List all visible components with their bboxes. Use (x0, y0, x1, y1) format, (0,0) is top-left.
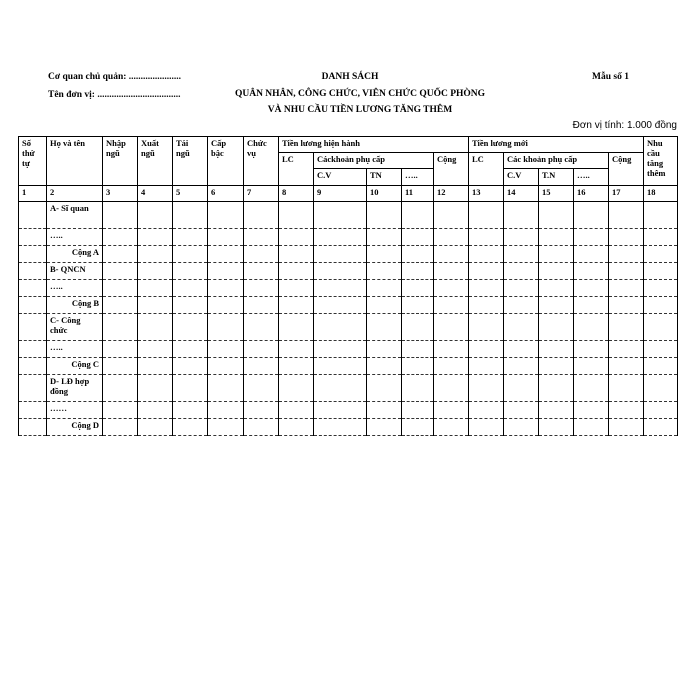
column-number: 8 (279, 186, 314, 202)
table-cell (609, 375, 644, 402)
table-cell (644, 341, 678, 358)
table-cell (574, 341, 609, 358)
table-cell (539, 280, 574, 297)
table-cell (279, 419, 314, 436)
table-cell (279, 402, 314, 419)
table-cell (173, 402, 208, 419)
table-cell (103, 358, 138, 375)
col-cap-bac-header: Cấp bậc (208, 137, 244, 186)
table-cell (609, 314, 644, 341)
current-total-header: Cộng (434, 153, 469, 186)
current-tn-header: TN (367, 169, 402, 186)
column-number: 6 (208, 186, 244, 202)
table-cell (208, 280, 244, 297)
table-cell (434, 419, 469, 436)
row-label: ….. (47, 341, 103, 358)
table-row (19, 297, 678, 314)
table-cell (279, 297, 314, 314)
table-cell (644, 402, 678, 419)
table-row (19, 375, 678, 402)
form-number: Mẫu số 1 (592, 72, 629, 82)
table-cell (244, 419, 279, 436)
row-label: Cộng C (47, 358, 103, 375)
table-cell (644, 358, 678, 375)
table-row (19, 202, 678, 229)
table-cell (19, 202, 47, 229)
column-number: 2 (47, 186, 103, 202)
table-cell (173, 229, 208, 246)
table-cell (644, 229, 678, 246)
table-cell (279, 358, 314, 375)
table-cell (574, 314, 609, 341)
table-cell (504, 297, 539, 314)
column-number-row (19, 186, 678, 202)
table-cell (138, 297, 173, 314)
table-cell (138, 229, 173, 246)
table-cell (469, 263, 504, 280)
column-number: 1 (19, 186, 47, 202)
table-cell (402, 229, 434, 246)
table-cell (469, 314, 504, 341)
table-cell (244, 246, 279, 263)
table-cell (469, 375, 504, 402)
new-allowances-header: Các khoản phụ cấp (504, 153, 609, 169)
table-cell (314, 280, 367, 297)
table-cell (367, 297, 402, 314)
new-tn-header: T.N (539, 169, 574, 186)
table-cell (367, 341, 402, 358)
table-cell (367, 229, 402, 246)
table-cell (539, 341, 574, 358)
table-cell (314, 341, 367, 358)
table-row (19, 246, 678, 263)
table-cell (574, 297, 609, 314)
table-cell (367, 375, 402, 402)
table-cell (504, 375, 539, 402)
row-label: Cộng B (47, 297, 103, 314)
table-cell (609, 246, 644, 263)
document-subtitle-1: QUÂN NHÂN, CÔNG CHỨC, VIÊN CHỨC QUỐC PHÒNG (234, 89, 486, 99)
table-cell (402, 419, 434, 436)
table-cell (208, 419, 244, 436)
table-cell (367, 358, 402, 375)
table-cell (609, 358, 644, 375)
table-cell (173, 202, 208, 229)
table-cell (103, 263, 138, 280)
current-other-header: ….. (402, 169, 434, 186)
table-cell (539, 246, 574, 263)
table-cell (19, 297, 47, 314)
table-row (19, 314, 678, 341)
table-cell (367, 202, 402, 229)
table-cell (434, 263, 469, 280)
table-cell (367, 280, 402, 297)
column-number: 11 (402, 186, 434, 202)
table-cell (539, 297, 574, 314)
table-cell (138, 402, 173, 419)
col-name-header: Họ và tên (47, 137, 103, 186)
agency-label: Cơ quan chủ quản: ...................... (48, 72, 182, 82)
table-cell (539, 358, 574, 375)
table-row (19, 358, 678, 375)
table-cell (434, 341, 469, 358)
column-number: 13 (469, 186, 504, 202)
table-cell (539, 402, 574, 419)
table-cell (434, 375, 469, 402)
table-cell (138, 358, 173, 375)
row-label: Cộng A (47, 246, 103, 263)
table-cell (244, 263, 279, 280)
table-cell (539, 419, 574, 436)
table-cell (314, 314, 367, 341)
table-cell (644, 419, 678, 436)
table-cell (314, 402, 367, 419)
table-cell (574, 229, 609, 246)
table-cell (402, 358, 434, 375)
table-cell (103, 419, 138, 436)
table-cell (314, 202, 367, 229)
table-cell (279, 202, 314, 229)
column-number: 7 (244, 186, 279, 202)
table-cell (244, 202, 279, 229)
table-cell (244, 314, 279, 341)
document-title: DANH SÁCH (321, 72, 379, 82)
table-cell (644, 297, 678, 314)
table-cell (103, 341, 138, 358)
column-number: 14 (504, 186, 539, 202)
table-cell (244, 280, 279, 297)
table-cell (279, 246, 314, 263)
table-cell (367, 263, 402, 280)
column-number: 5 (173, 186, 208, 202)
column-number: 4 (138, 186, 173, 202)
table-cell (539, 375, 574, 402)
table-cell (504, 202, 539, 229)
row-label: ….. (47, 280, 103, 297)
table-cell (173, 263, 208, 280)
table-cell (138, 263, 173, 280)
column-number: 9 (314, 186, 367, 202)
table-cell (469, 419, 504, 436)
table-cell (314, 297, 367, 314)
table-row (19, 341, 678, 358)
table-cell (504, 402, 539, 419)
table-cell (609, 229, 644, 246)
table-cell (19, 229, 47, 246)
table-cell (609, 280, 644, 297)
table-cell (208, 263, 244, 280)
table-cell (574, 402, 609, 419)
table-cell (208, 246, 244, 263)
table-cell (402, 375, 434, 402)
table-row (19, 280, 678, 297)
table-cell (402, 402, 434, 419)
table-cell (504, 280, 539, 297)
table-cell (173, 246, 208, 263)
demand-header: Nhu cầu tăng thêm (644, 137, 678, 186)
table-cell (173, 314, 208, 341)
currency-unit: Đơn vị tính: 1.000 đồng (572, 120, 677, 131)
table-cell (103, 402, 138, 419)
table-cell (402, 246, 434, 263)
table-cell (609, 341, 644, 358)
table-cell (314, 419, 367, 436)
column-number: 12 (434, 186, 469, 202)
table-cell (402, 341, 434, 358)
table-cell (173, 419, 208, 436)
table-cell (469, 341, 504, 358)
table-cell (173, 375, 208, 402)
table-cell (402, 280, 434, 297)
row-label: ….. (47, 229, 103, 246)
table-cell (138, 419, 173, 436)
table-cell (279, 263, 314, 280)
table-cell (208, 375, 244, 402)
current-cv-header: C.V (314, 169, 367, 186)
table-cell (19, 375, 47, 402)
table-cell (609, 297, 644, 314)
table-cell (208, 358, 244, 375)
table-cell (367, 419, 402, 436)
table-cell (574, 375, 609, 402)
table-cell (279, 229, 314, 246)
table-cell (138, 375, 173, 402)
table-cell (208, 229, 244, 246)
table-cell (469, 229, 504, 246)
new-other-header: ….. (574, 169, 609, 186)
header-row-1 (19, 137, 678, 153)
table-cell (504, 419, 539, 436)
table-cell (434, 358, 469, 375)
table-row (19, 263, 678, 280)
column-number: 10 (367, 186, 402, 202)
table-cell (539, 314, 574, 341)
table-cell (208, 297, 244, 314)
table-cell (138, 314, 173, 341)
table-cell (279, 375, 314, 402)
table-cell (244, 229, 279, 246)
table-cell (644, 263, 678, 280)
table-cell (644, 280, 678, 297)
column-number: 17 (609, 186, 644, 202)
table-cell (574, 358, 609, 375)
table-cell (402, 314, 434, 341)
table-cell (539, 202, 574, 229)
table-cell (469, 358, 504, 375)
table-cell (279, 341, 314, 358)
table-cell (574, 202, 609, 229)
document-subtitle-2: VÀ NHU CẦU TIỀN LƯƠNG TĂNG THÊM (267, 105, 453, 115)
new-lc-header: LC (469, 153, 504, 186)
table-cell (244, 341, 279, 358)
table-cell (103, 246, 138, 263)
table-cell (138, 202, 173, 229)
table-cell (208, 314, 244, 341)
table-cell (504, 358, 539, 375)
row-label: C- Công chức (47, 314, 103, 341)
table-cell (103, 297, 138, 314)
table-cell (434, 229, 469, 246)
table-cell (314, 263, 367, 280)
table-cell (644, 246, 678, 263)
current-allowances-header: Cáckhoản phụ cấp (314, 153, 434, 169)
table-cell (367, 246, 402, 263)
table-cell (173, 297, 208, 314)
table-cell (19, 314, 47, 341)
table-cell (173, 280, 208, 297)
column-number: 15 (539, 186, 574, 202)
table-cell (609, 402, 644, 419)
table-cell (314, 246, 367, 263)
table-cell (244, 375, 279, 402)
table-body (19, 202, 678, 436)
table-cell (469, 246, 504, 263)
column-number: 18 (644, 186, 678, 202)
table-cell (539, 229, 574, 246)
table-cell (208, 341, 244, 358)
table-cell (609, 263, 644, 280)
column-number: 16 (574, 186, 609, 202)
row-label: Cộng D (47, 419, 103, 436)
current-lc-header: LC (279, 153, 314, 186)
table-cell (19, 280, 47, 297)
table-cell (19, 246, 47, 263)
table-cell (103, 229, 138, 246)
row-label: …… (47, 402, 103, 419)
table-cell (138, 341, 173, 358)
table-cell (138, 246, 173, 263)
table-cell (644, 375, 678, 402)
table-cell (314, 375, 367, 402)
col-xuat-ngu-header: Xuất ngũ (138, 137, 173, 186)
table-cell (208, 202, 244, 229)
table-cell (504, 263, 539, 280)
table-cell (434, 402, 469, 419)
table-cell (469, 280, 504, 297)
table-cell (208, 402, 244, 419)
new-cv-header: C.V (504, 169, 539, 186)
table-cell (574, 246, 609, 263)
table-cell (434, 246, 469, 263)
table-cell (434, 280, 469, 297)
table-cell (279, 280, 314, 297)
salary-table (18, 136, 678, 436)
table-cell (402, 202, 434, 229)
unit-label: Tên đơn vị: ................................... (48, 90, 181, 100)
table-cell (469, 402, 504, 419)
table-cell (469, 202, 504, 229)
table-cell (244, 402, 279, 419)
table-cell (173, 358, 208, 375)
table-cell (574, 419, 609, 436)
table-cell (138, 280, 173, 297)
row-label: D- LĐ hợp đồng (47, 375, 103, 402)
table-cell (539, 263, 574, 280)
col-nhap-ngu-header: Nhập ngũ (103, 137, 138, 186)
new-total-header: Cộng (609, 153, 644, 186)
table-row (19, 402, 678, 419)
current-salary-header: Tiền lương hiện hành (279, 137, 469, 153)
col-chuc-vu-header: Chức vụ (244, 137, 279, 186)
table-cell (19, 263, 47, 280)
table-cell (644, 202, 678, 229)
table-cell (574, 280, 609, 297)
table-cell (434, 297, 469, 314)
table-cell (504, 341, 539, 358)
row-label: A- Sĩ quan (47, 202, 103, 229)
table-cell (103, 202, 138, 229)
table-cell (103, 375, 138, 402)
table-cell (402, 297, 434, 314)
table-cell (504, 314, 539, 341)
row-label: B- QNCN (47, 263, 103, 280)
table-row (19, 229, 678, 246)
table-cell (173, 341, 208, 358)
table-cell (103, 314, 138, 341)
col-stt-header: Số thứ tự (19, 137, 47, 186)
table-cell (244, 358, 279, 375)
table-cell (434, 314, 469, 341)
table-cell (19, 341, 47, 358)
table-cell (367, 402, 402, 419)
col-tai-ngu-header: Tái ngũ (173, 137, 208, 186)
table-cell (314, 229, 367, 246)
table-cell (609, 419, 644, 436)
column-number: 3 (103, 186, 138, 202)
table-cell (434, 202, 469, 229)
table-cell (244, 297, 279, 314)
table-cell (19, 358, 47, 375)
table-cell (279, 314, 314, 341)
table-cell (469, 297, 504, 314)
table-cell (103, 280, 138, 297)
table-cell (504, 246, 539, 263)
table-row (19, 419, 678, 436)
table-cell (402, 263, 434, 280)
table-cell (314, 358, 367, 375)
table-cell (19, 419, 47, 436)
table-cell (644, 314, 678, 341)
table-cell (574, 263, 609, 280)
table-cell (19, 402, 47, 419)
new-salary-header: Tiền lương mới (469, 137, 644, 153)
table-cell (367, 314, 402, 341)
table-cell (609, 202, 644, 229)
table-cell (504, 229, 539, 246)
